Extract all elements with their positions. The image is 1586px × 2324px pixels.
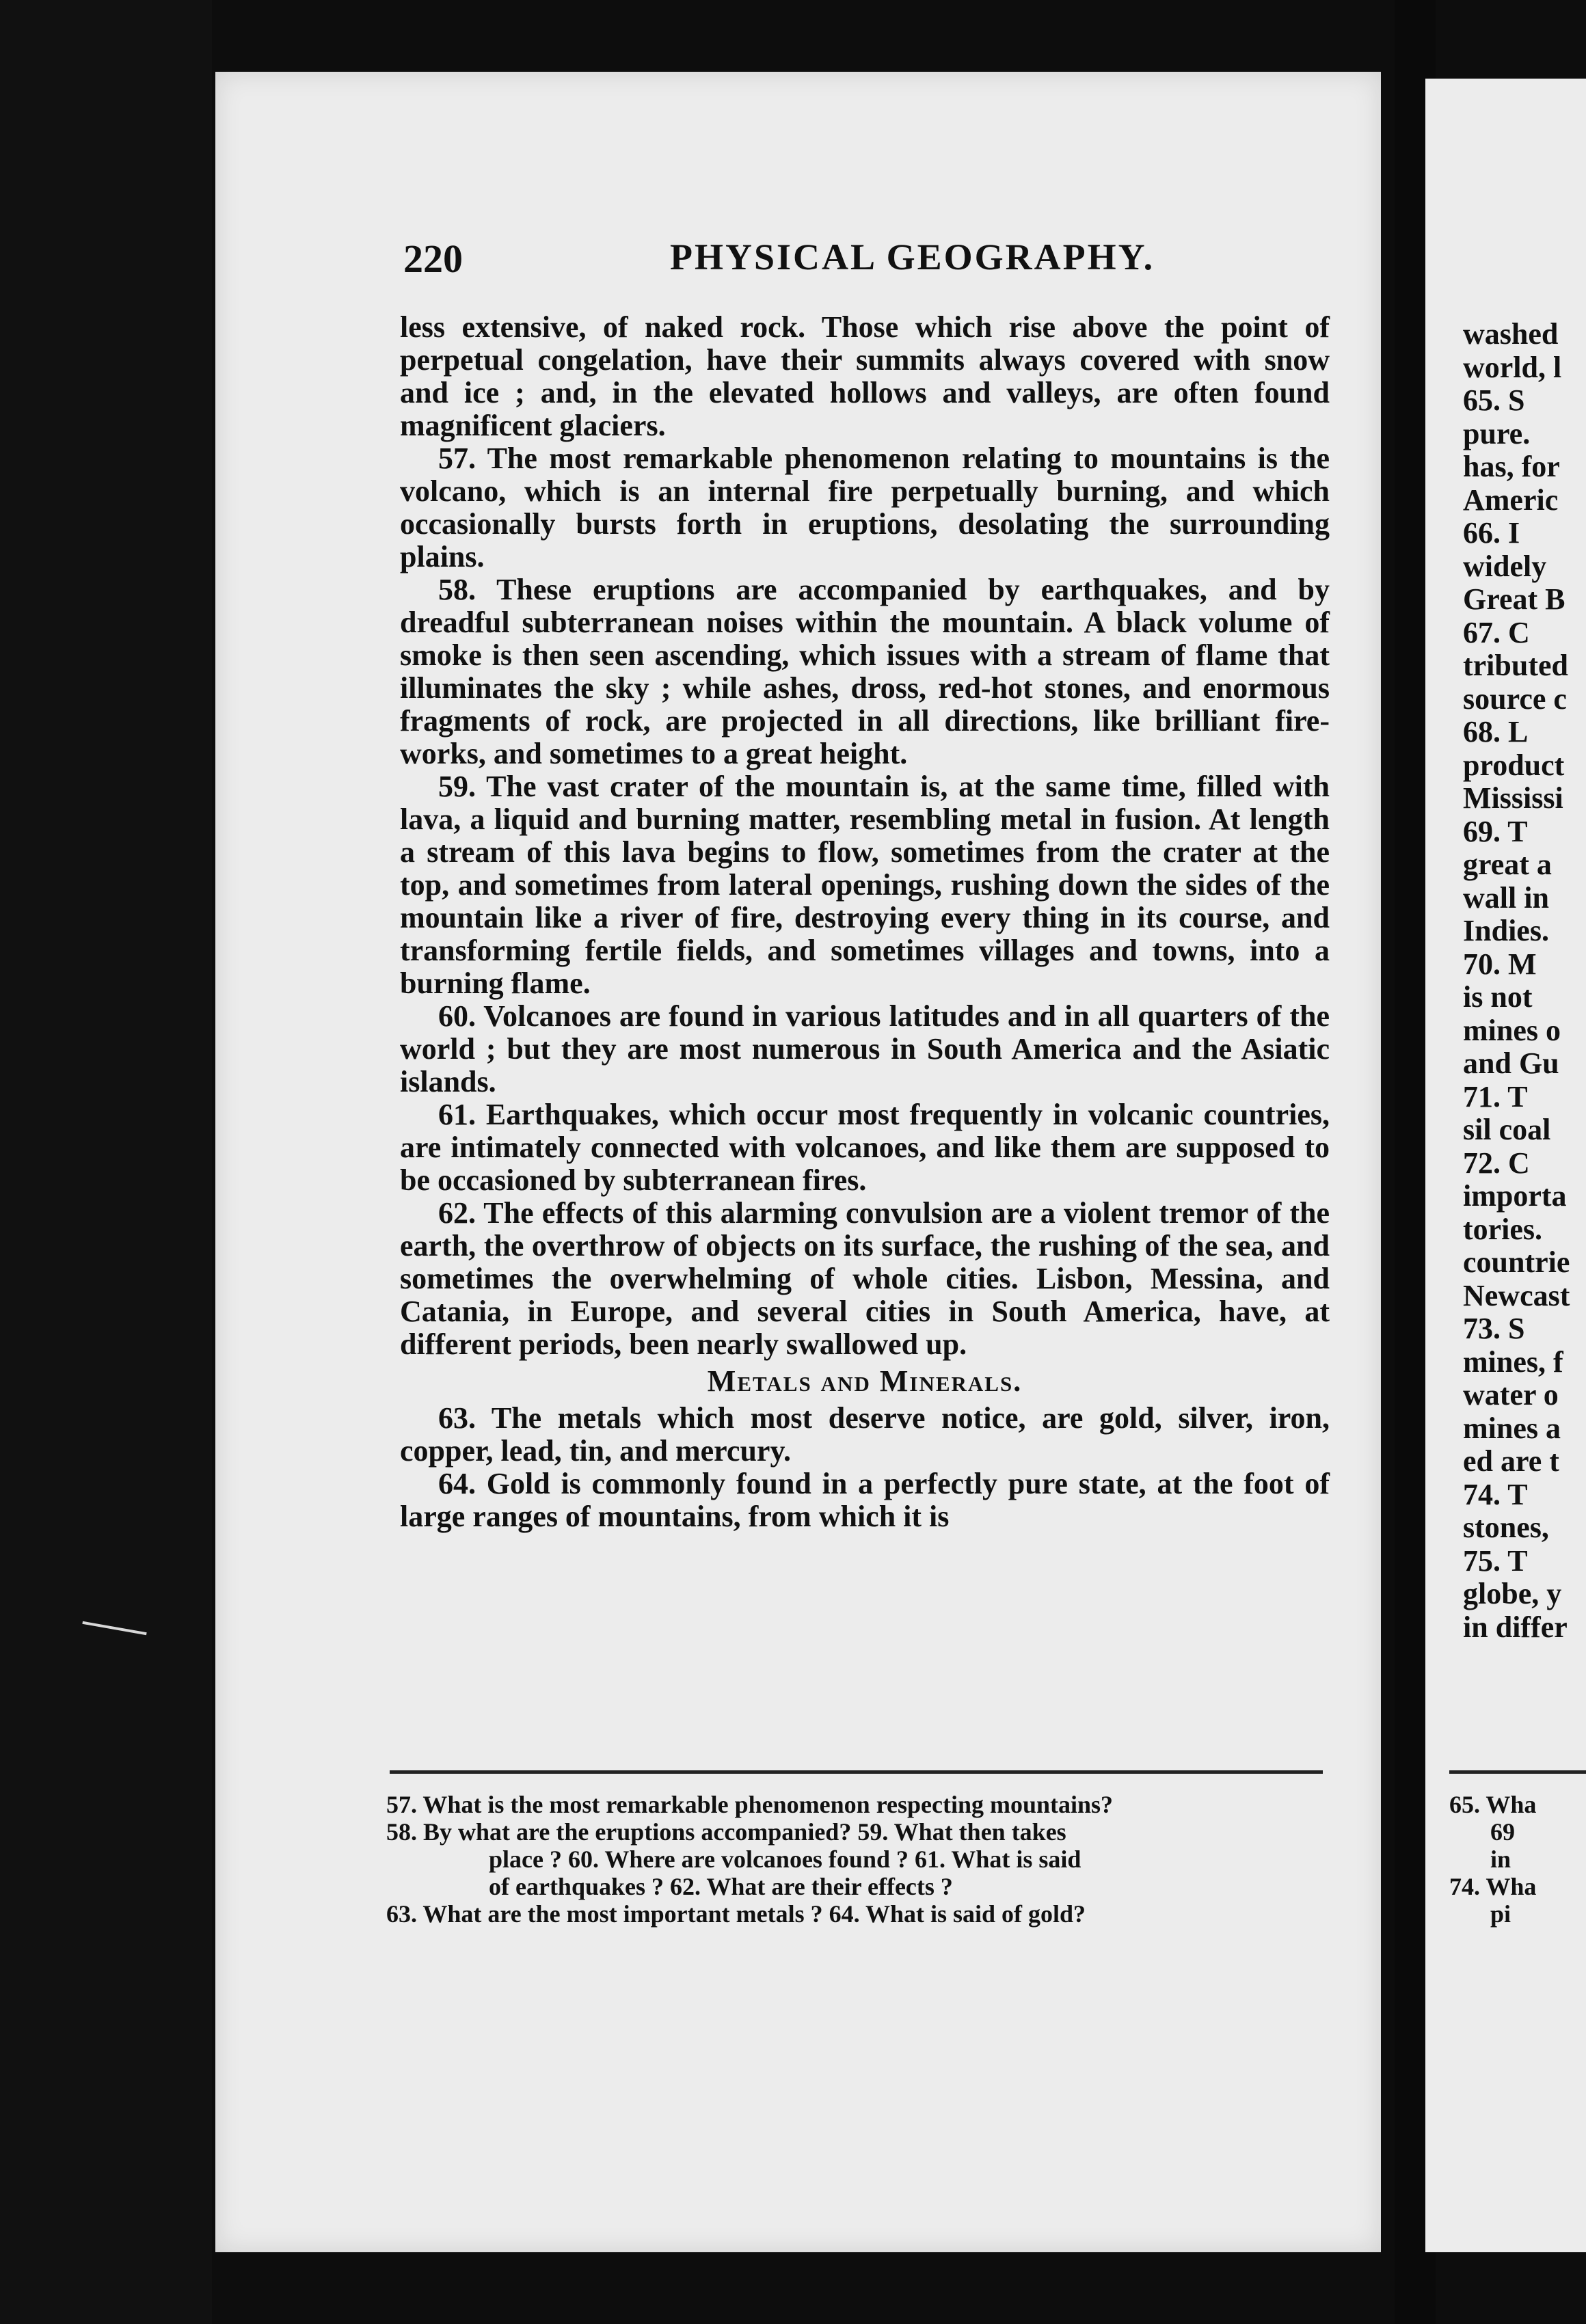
right-page-line: Great B [1463, 582, 1565, 616]
question-line: 63. What are the most important metals ? 64. What is said of gold? [386, 1900, 1086, 1928]
right-page-line: sil coal [1463, 1113, 1551, 1146]
paragraph-59: 59. The vast crater of the mountain is, at the same time, filled with lava, a liquid and burning matter, resembling metal in fusion. At length a stream of this lava begins to flow, sometimes from the crater at the top, and sometimes from lateral openings, rushing down the sides of the mountain like a river of fire, destroying every thing in its course, and transforming fertile fields, and sometimes villages and towns, into a burning flame. [400, 770, 1330, 1000]
right-page-text [1463, 318, 1586, 1644]
running-title: PHYSICAL GEOGRAPHY. [670, 237, 1155, 278]
right-page-line: 67. C [1463, 615, 1530, 649]
right-page-question-line: 74. Wha [1449, 1873, 1537, 1900]
right-page-line: 71. T [1463, 1079, 1528, 1113]
right-page-line: stones, [1463, 1511, 1549, 1544]
right-page-line: 70. M [1463, 947, 1537, 981]
right-page-question-line: 69 [1490, 1818, 1515, 1846]
right-page-questions [1449, 1791, 1586, 1928]
study-questions [386, 1791, 1330, 1928]
right-page-line: Newcast [1463, 1278, 1570, 1312]
right-page-line: mines o [1463, 1013, 1561, 1047]
question-line: 58. By what are the eruptions accompanied? 59. What then takes [386, 1818, 1066, 1846]
paragraph-57: 57. The most remarkable phenomenon relating to mountains is the volcano, which is an internal fire perpetually burning, and which occasionally bursts forth in eruptions, desolating the surrounding plains. [400, 442, 1330, 573]
right-page-line: ed are t [1463, 1444, 1559, 1478]
footnote-rule [390, 1770, 1323, 1774]
body-text [400, 311, 1330, 1533]
right-page-line: product [1463, 748, 1565, 782]
right-page-line: 73. S [1463, 1312, 1525, 1345]
right-page-line: 75. T [1463, 1543, 1528, 1578]
right-page-line: tributed [1463, 649, 1568, 682]
right-page-line: Mississi [1463, 781, 1563, 815]
paragraph-64: 64. Gold is commonly found in a perfectly pure state, at the foot of large ranges of mountains, from which it is [400, 1467, 1330, 1533]
scan-dark-margin-left [0, 0, 212, 2324]
paragraph-63: 63. The metals which most deserve notice, are gold, silver, iron, copper, lead, tin, and mercury. [400, 1401, 1330, 1468]
right-page-line: wall in [1463, 880, 1549, 915]
right-page-line: water o [1463, 1378, 1559, 1411]
right-page-line: tories. [1463, 1212, 1543, 1246]
question-line: place ? 60. Where are volcanoes found ? 61. What is said [489, 1846, 1081, 1873]
right-page-line: 66. I [1463, 516, 1520, 550]
right-page-line: 72. C [1463, 1146, 1530, 1180]
right-page-line: in differ [1463, 1610, 1568, 1644]
page-number: 220 [403, 237, 463, 281]
right-page-line: widely [1463, 549, 1547, 583]
paragraph-61: 61. Earthquakes, which occur most frequently in volcanic countries, are intimately connected with volcanoes, and like them are supposed to be occasioned by subterranean fires. [400, 1098, 1330, 1197]
right-page-line: 68. L [1463, 715, 1529, 748]
right-page-line: has, for [1463, 450, 1560, 483]
right-page-line: importa [1463, 1179, 1567, 1213]
right-page-line: source c [1463, 681, 1567, 716]
right-page-line: is not [1463, 980, 1533, 1014]
right-page-line: great a [1463, 848, 1552, 881]
right-page-line: globe, y [1463, 1577, 1562, 1610]
paragraph-62: 62. The effects of this alarming convulsion are a violent tremor of the earth, the overthrow of objects on its surface, the rushing of the sea, and sometimes the overwhelming of whole cities. Lisbon, Messina, and Catania, in Europe, and several cities in South America, have, at different periods, been nearly swallowed up. [400, 1196, 1330, 1361]
paragraph-58: 58. These eruptions are accompanied by earthquakes, and by dreadful subterranean noises within the mountain. A black volume of smoke is then seen ascending, which issues with a stream of flame that illuminates the sky ; while ashes, dross, red-hot stones, and enormous fragments of rock, are projected in all directions, like brilliant fire-works, and sometimes to a great height. [400, 573, 1330, 770]
paragraph-56-continued: less extensive, of naked rock. Those which rise above the point of perpetual congelation, have their summits always covered with snow and ice ; and, in the elevated hollows and valleys, are often found magnificent glaciers. [400, 310, 1330, 442]
right-page-line: and Gu [1463, 1046, 1559, 1080]
right-page-question-line: pi [1490, 1900, 1511, 1928]
right-page-line: Indies. [1463, 914, 1549, 947]
right-page-line: mines, f [1463, 1345, 1563, 1379]
right-page-line: 69. T [1463, 814, 1528, 848]
right-page-line: 65. S [1463, 383, 1525, 417]
question-line: 57. What is the most remarkable phenomenon respecting mountains? [386, 1791, 1114, 1818]
right-page-line: Americ [1463, 483, 1559, 517]
paragraph-60: 60. Volcanoes are found in various latitudes and in all quarters of the world ; but they are most numerous in South America and the Asiatic islands. [400, 999, 1330, 1098]
right-page-line: mines a [1463, 1411, 1561, 1445]
right-page-line: countrie [1463, 1245, 1570, 1279]
right-page-line: 74. T [1463, 1477, 1528, 1511]
right-page-line: pure. [1463, 416, 1531, 450]
right-page-line: washed [1463, 318, 1559, 351]
right-page-rule [1449, 1770, 1586, 1774]
question-line: of earthquakes ? 62. What are their effects ? [489, 1873, 953, 1900]
section-heading: Metals and Minerals. [707, 1364, 1023, 1398]
right-page-line: world, l [1463, 350, 1562, 384]
page-header [403, 236, 1333, 290]
right-page-question-line: in [1490, 1846, 1511, 1873]
right-page-question-line: 65. Wha [1449, 1791, 1537, 1818]
